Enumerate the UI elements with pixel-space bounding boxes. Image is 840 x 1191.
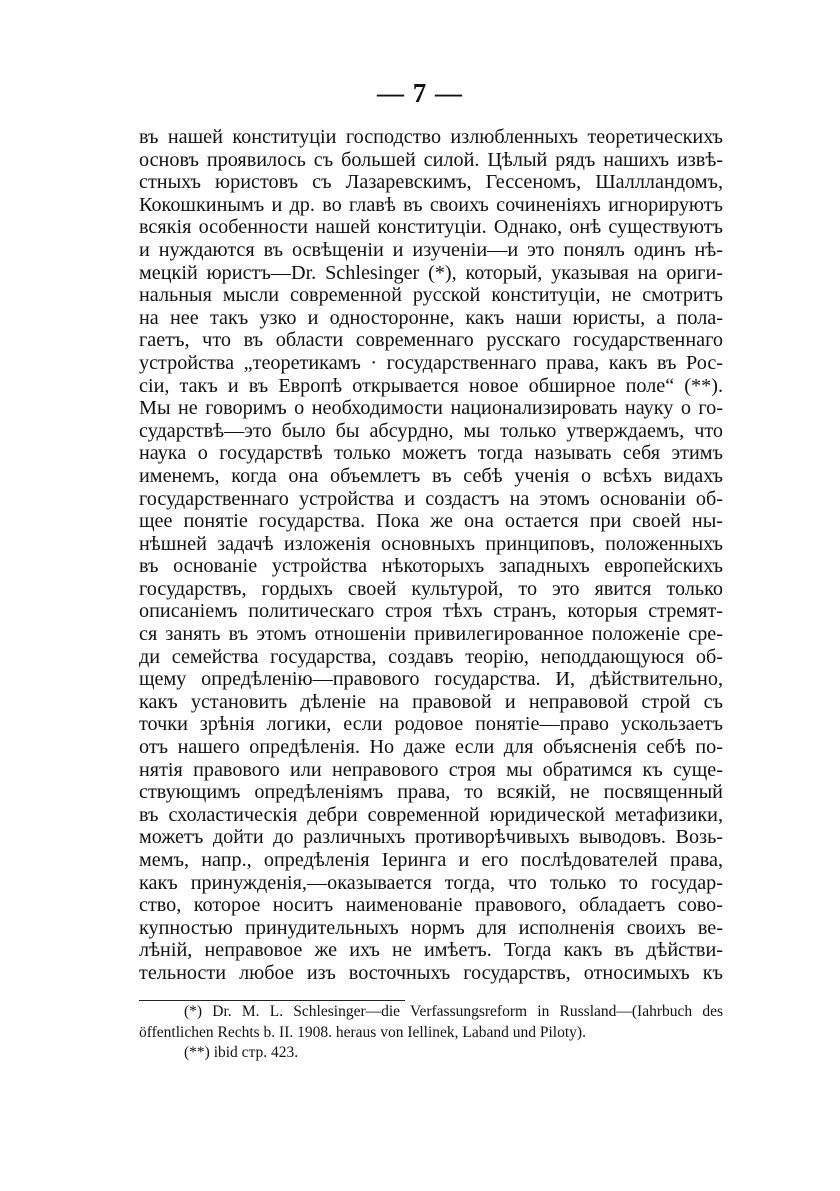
text-line: нальныя мысли современной русской конституціи, не смотритъ [139, 284, 723, 307]
text-line: наука о государствѣ только можетъ тогда называть себя этимъ [139, 442, 723, 465]
text-line: описаніемъ политическаго строя тѣхъ странъ, которыя стремят- [139, 600, 723, 623]
text-line: лѣній, неправовое же ихъ не имѣетъ. Тогда какъ въ дѣйстви- [139, 939, 723, 962]
text-line: мецкій юристъ—Dr. Schlesinger (*), который, указывая на ориги- [139, 261, 723, 284]
text-line: Мы не говоримъ о необходимости национализировать науку о го- [139, 397, 723, 420]
text-line: гаетъ, что въ области современнаго русскаго государственнаго [139, 329, 723, 352]
page-number: — 7 — [377, 78, 463, 108]
text-line: на нее такъ узко и односторонне, какъ наши юристы, а пола- [139, 306, 723, 329]
text-line: купностью принудительныхъ нормъ для исполненія своихъ ве- [139, 916, 723, 939]
text-line: ди семейства государства, создавъ теорію, неподдающуюся об- [139, 645, 723, 668]
text-line: сіи, такъ и въ Европѣ открывается новое обширное поле“ (**). [139, 374, 723, 397]
text-line: въ схоластическія дебри современной юридической метафизики, [139, 803, 723, 826]
text-line: точки зрѣнія логики, если родовое понятіе—право ускользаетъ [139, 713, 723, 736]
text-line: нятія правового или неправового строя мы обратимся къ суще- [139, 758, 723, 781]
text-line: государственнаго устройства и создастъ на этомъ основаніи об- [139, 487, 723, 510]
text-line: стныхъ юристовъ съ Лазаревскимъ, Гессеномъ, Шаллландомъ, [139, 171, 723, 194]
text-line: ся занять въ этомъ отношеніи привилегированное положеніе сре- [139, 623, 723, 646]
text-line: Кокошкинымъ и др. во главѣ въ своихъ сочиненіяхъ игнорируютъ [139, 193, 723, 216]
text-line: сударствѣ—это было бы абсурдно, мы только утверждаемъ, что [139, 419, 723, 442]
text-line: въ основаніе устройства нѣкоторыхъ западныхъ европейскихъ [139, 555, 723, 578]
main-text [139, 126, 723, 985]
text-line: въ нашей конституціи господство излюбленныхъ теоретическихъ [139, 126, 723, 148]
text-line: ство, которое носитъ наименованіе правового, обладаетъ сово- [139, 894, 723, 917]
text-line: мемъ, напр., опредѣленія Іеринга и его послѣдователей права, [139, 849, 723, 871]
footnote-divider [139, 1000, 405, 1001]
footnotes [139, 1002, 723, 1064]
text-line: основъ проявилось съ большей силой. Цѣлый рядъ нашихъ извѣ- [139, 148, 723, 171]
text-line: какъ установить дѣленіе на правовой и неправовой строй съ [139, 690, 723, 713]
footnote-2: (**) ibid стр. 423. [184, 1044, 299, 1061]
text-line: именемъ, когда она объемлетъ въ себѣ ученія о всѣхъ видахъ [139, 464, 723, 487]
text-line: какъ принужденія,—оказывается тогда, что только то государ- [139, 871, 723, 894]
text-line: нѣшней задачѣ изложенія основныхъ принциповъ, положенныхъ [139, 532, 723, 555]
text-line: щему опредѣленію—правового государства. И, дѣйствительно, [139, 668, 723, 691]
text-line: и нуждаются въ освѣщеніи и изученіи—и это понялъ одинъ нѣ- [139, 238, 723, 261]
text-line: можетъ дойти до различныхъ противорѣчивыхъ выводовъ. Возь- [139, 826, 723, 849]
footnote-1-line-2: öffentlichen Rechts b. II. 1908. heraus von Iellinek, Laband und Piloty). [139, 1023, 586, 1041]
text-line: тельности любое изъ восточныхъ государствъ, относимыхъ къ [139, 961, 723, 984]
text-line: государствъ, гордыхъ своей культурой, то это явится только [139, 577, 723, 600]
footnote-1-line-1: (*) Dr. M. L. Schlesinger—die Verfassungsreform in Russland—(Iahrbuch des [184, 1003, 723, 1020]
text-line: щее понятіе государства. Пока же она остается при своей ны- [139, 510, 723, 533]
text-line: ствующимъ опредѣленіямъ права, то всякій, не посвященный [139, 781, 723, 804]
text-line: устройства „теоретикамъ · государственнаго права, какъ въ Рос- [139, 351, 723, 374]
text-line: отъ нашего опредѣленія. Но даже если для объясненія себѣ по- [139, 736, 723, 759]
text-line: всякія особенности нашей конституціи. Однако, онѣ существуютъ [139, 216, 723, 239]
